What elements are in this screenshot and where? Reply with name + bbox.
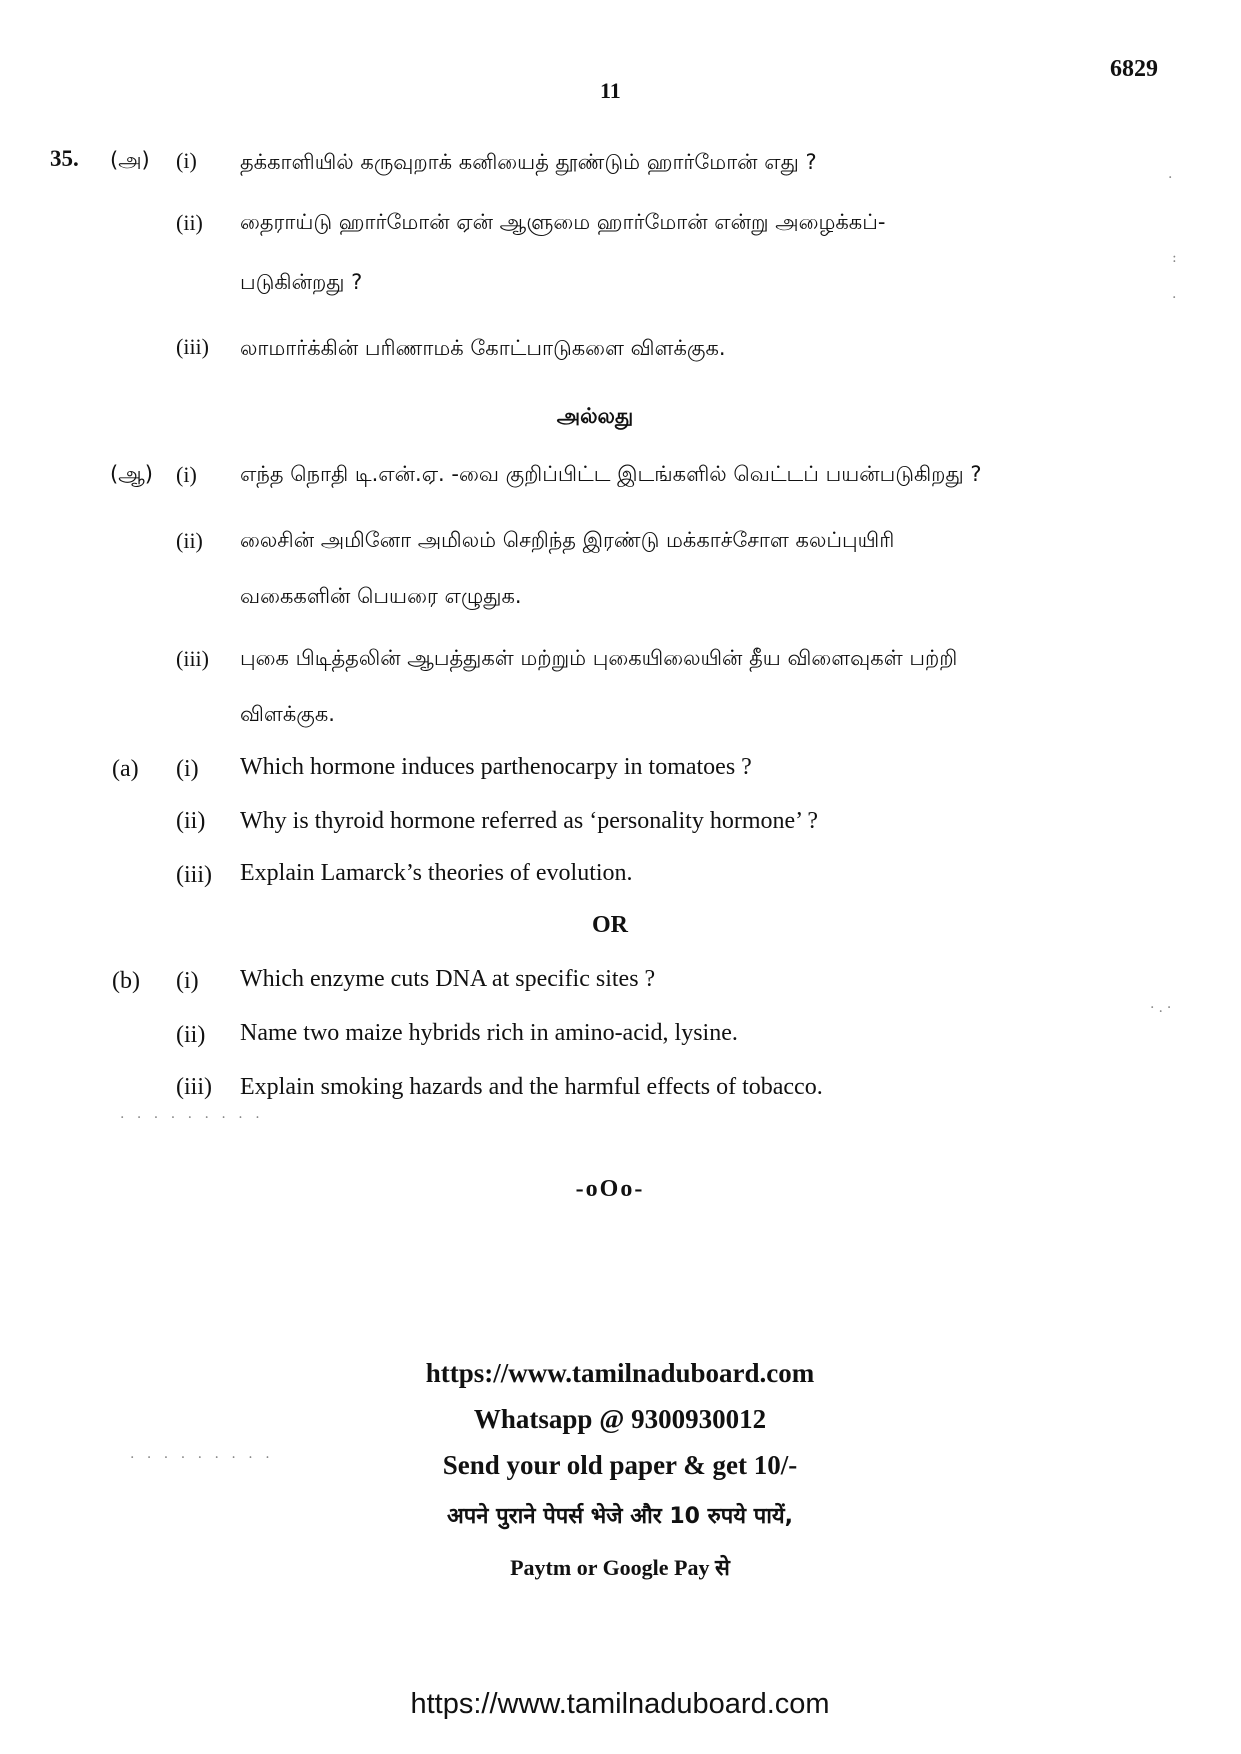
tamil-a-i-text: தக்காளியில் கருவுறாக் கனியைத் தூண்டும் ஹார்மோன் எது ? <box>240 150 817 174</box>
english-part-a-label: (a) <box>112 756 139 782</box>
tamil-b-ii-line1: லைசின் அமினோ அமிலம் செறிந்த இரண்டு மக்காச்சோள கலப்புயிரி <box>240 528 895 552</box>
english-a-iii-num: (iii) <box>176 862 212 888</box>
tamil-a-ii-num: (ii) <box>176 210 203 235</box>
promo-whatsapp: Whatsapp @ 9300930012 <box>473 1404 767 1434</box>
footer-url[interactable]: https://www.tamilnaduboard.com <box>410 1688 830 1720</box>
english-or: OR <box>592 912 628 938</box>
scan-speck: · · · · · · · · · <box>120 1110 264 1126</box>
tamil-a-ii-line1: தைராய்டு ஹார்மோன் ஏன் ஆளுமை ஹார்மோன் என்று அழைக்கப்- <box>240 210 886 234</box>
question-number: 35. <box>50 146 79 171</box>
promo-hindi: अपने पुराने पेपर्स भेजे और 10 रुपये पायें, <box>446 1504 794 1529</box>
tamil-a-i-num: (i) <box>176 148 197 173</box>
tamil-b-i-text: எந்த நொதி டி.என்.ஏ. -வை குறிப்பிட்ட இடங்களில் வெட்டப் பயன்படுகிறது ? <box>240 462 982 486</box>
english-b-iii-num: (iii) <box>176 1074 212 1100</box>
tamil-b-ii-num: (ii) <box>176 528 203 553</box>
promo-payment: Paytm or Google Pay से <box>510 1555 730 1580</box>
english-b-i-num: (i) <box>176 968 199 994</box>
tamil-part-b-label: (ஆ) <box>110 462 153 486</box>
tamil-a-iii-num: (iii) <box>176 334 209 359</box>
english-a-i-text: Which hormone induces parthenocarpy in tomatoes ? <box>240 754 752 780</box>
english-a-ii-text: Why is thyroid hormone referred as ‘personality hormone’ ? <box>240 808 819 834</box>
tamil-a-iii-text: லாமார்க்கின் பரிணாமக் கோட்பாடுகளை விளக்குக. <box>240 336 726 360</box>
tamil-b-ii-line2: வகைகளின் பெயரை எழுதுக. <box>240 584 522 608</box>
scan-speck: : <box>1172 250 1181 266</box>
english-a-iii-text: Explain Lamarck’s theories of evolution. <box>240 860 633 886</box>
page-number: 11 <box>600 78 621 103</box>
tamil-part-a-label: (அ) <box>110 148 150 172</box>
english-part-b-label: (b) <box>112 968 140 994</box>
english-b-iii-text: Explain smoking hazards and the harmful effects of tobacco. <box>240 1074 823 1100</box>
english-b-ii-num: (ii) <box>176 1022 206 1048</box>
tamil-or: அல்லது <box>556 404 634 428</box>
tamil-b-iii-line2: விளக்குக. <box>240 702 335 726</box>
scan-speck: ·.· <box>1150 1000 1176 1016</box>
english-a-i-num: (i) <box>176 756 199 782</box>
tamil-b-iii-line1: புகை பிடித்தலின் ஆபத்துகள் மற்றும் புகையிலையின் தீய விளைவுகள் பற்றி <box>240 646 958 670</box>
tamil-b-iii-num: (iii) <box>176 646 209 671</box>
scan-speck: · <box>1172 290 1181 306</box>
promo-offer: Send your old paper & get 10/- <box>442 1450 798 1480</box>
scan-speck: · · · · · · · · · <box>130 1450 274 1466</box>
paper-code: 6829 <box>1110 56 1158 82</box>
promo-url: https://www.tamilnaduboard.com <box>425 1358 815 1388</box>
scan-speck: · <box>1168 170 1177 186</box>
english-a-ii-num: (ii) <box>176 808 206 834</box>
english-b-ii-text: Name two maize hybrids rich in amino-acid, lysine. <box>240 1020 738 1046</box>
tamil-a-ii-line2: படுகின்றது ? <box>240 270 363 294</box>
end-mark: -oOo- <box>575 1176 645 1202</box>
english-b-i-text: Which enzyme cuts DNA at specific sites ? <box>240 966 656 992</box>
tamil-b-i-num: (i) <box>176 462 197 487</box>
